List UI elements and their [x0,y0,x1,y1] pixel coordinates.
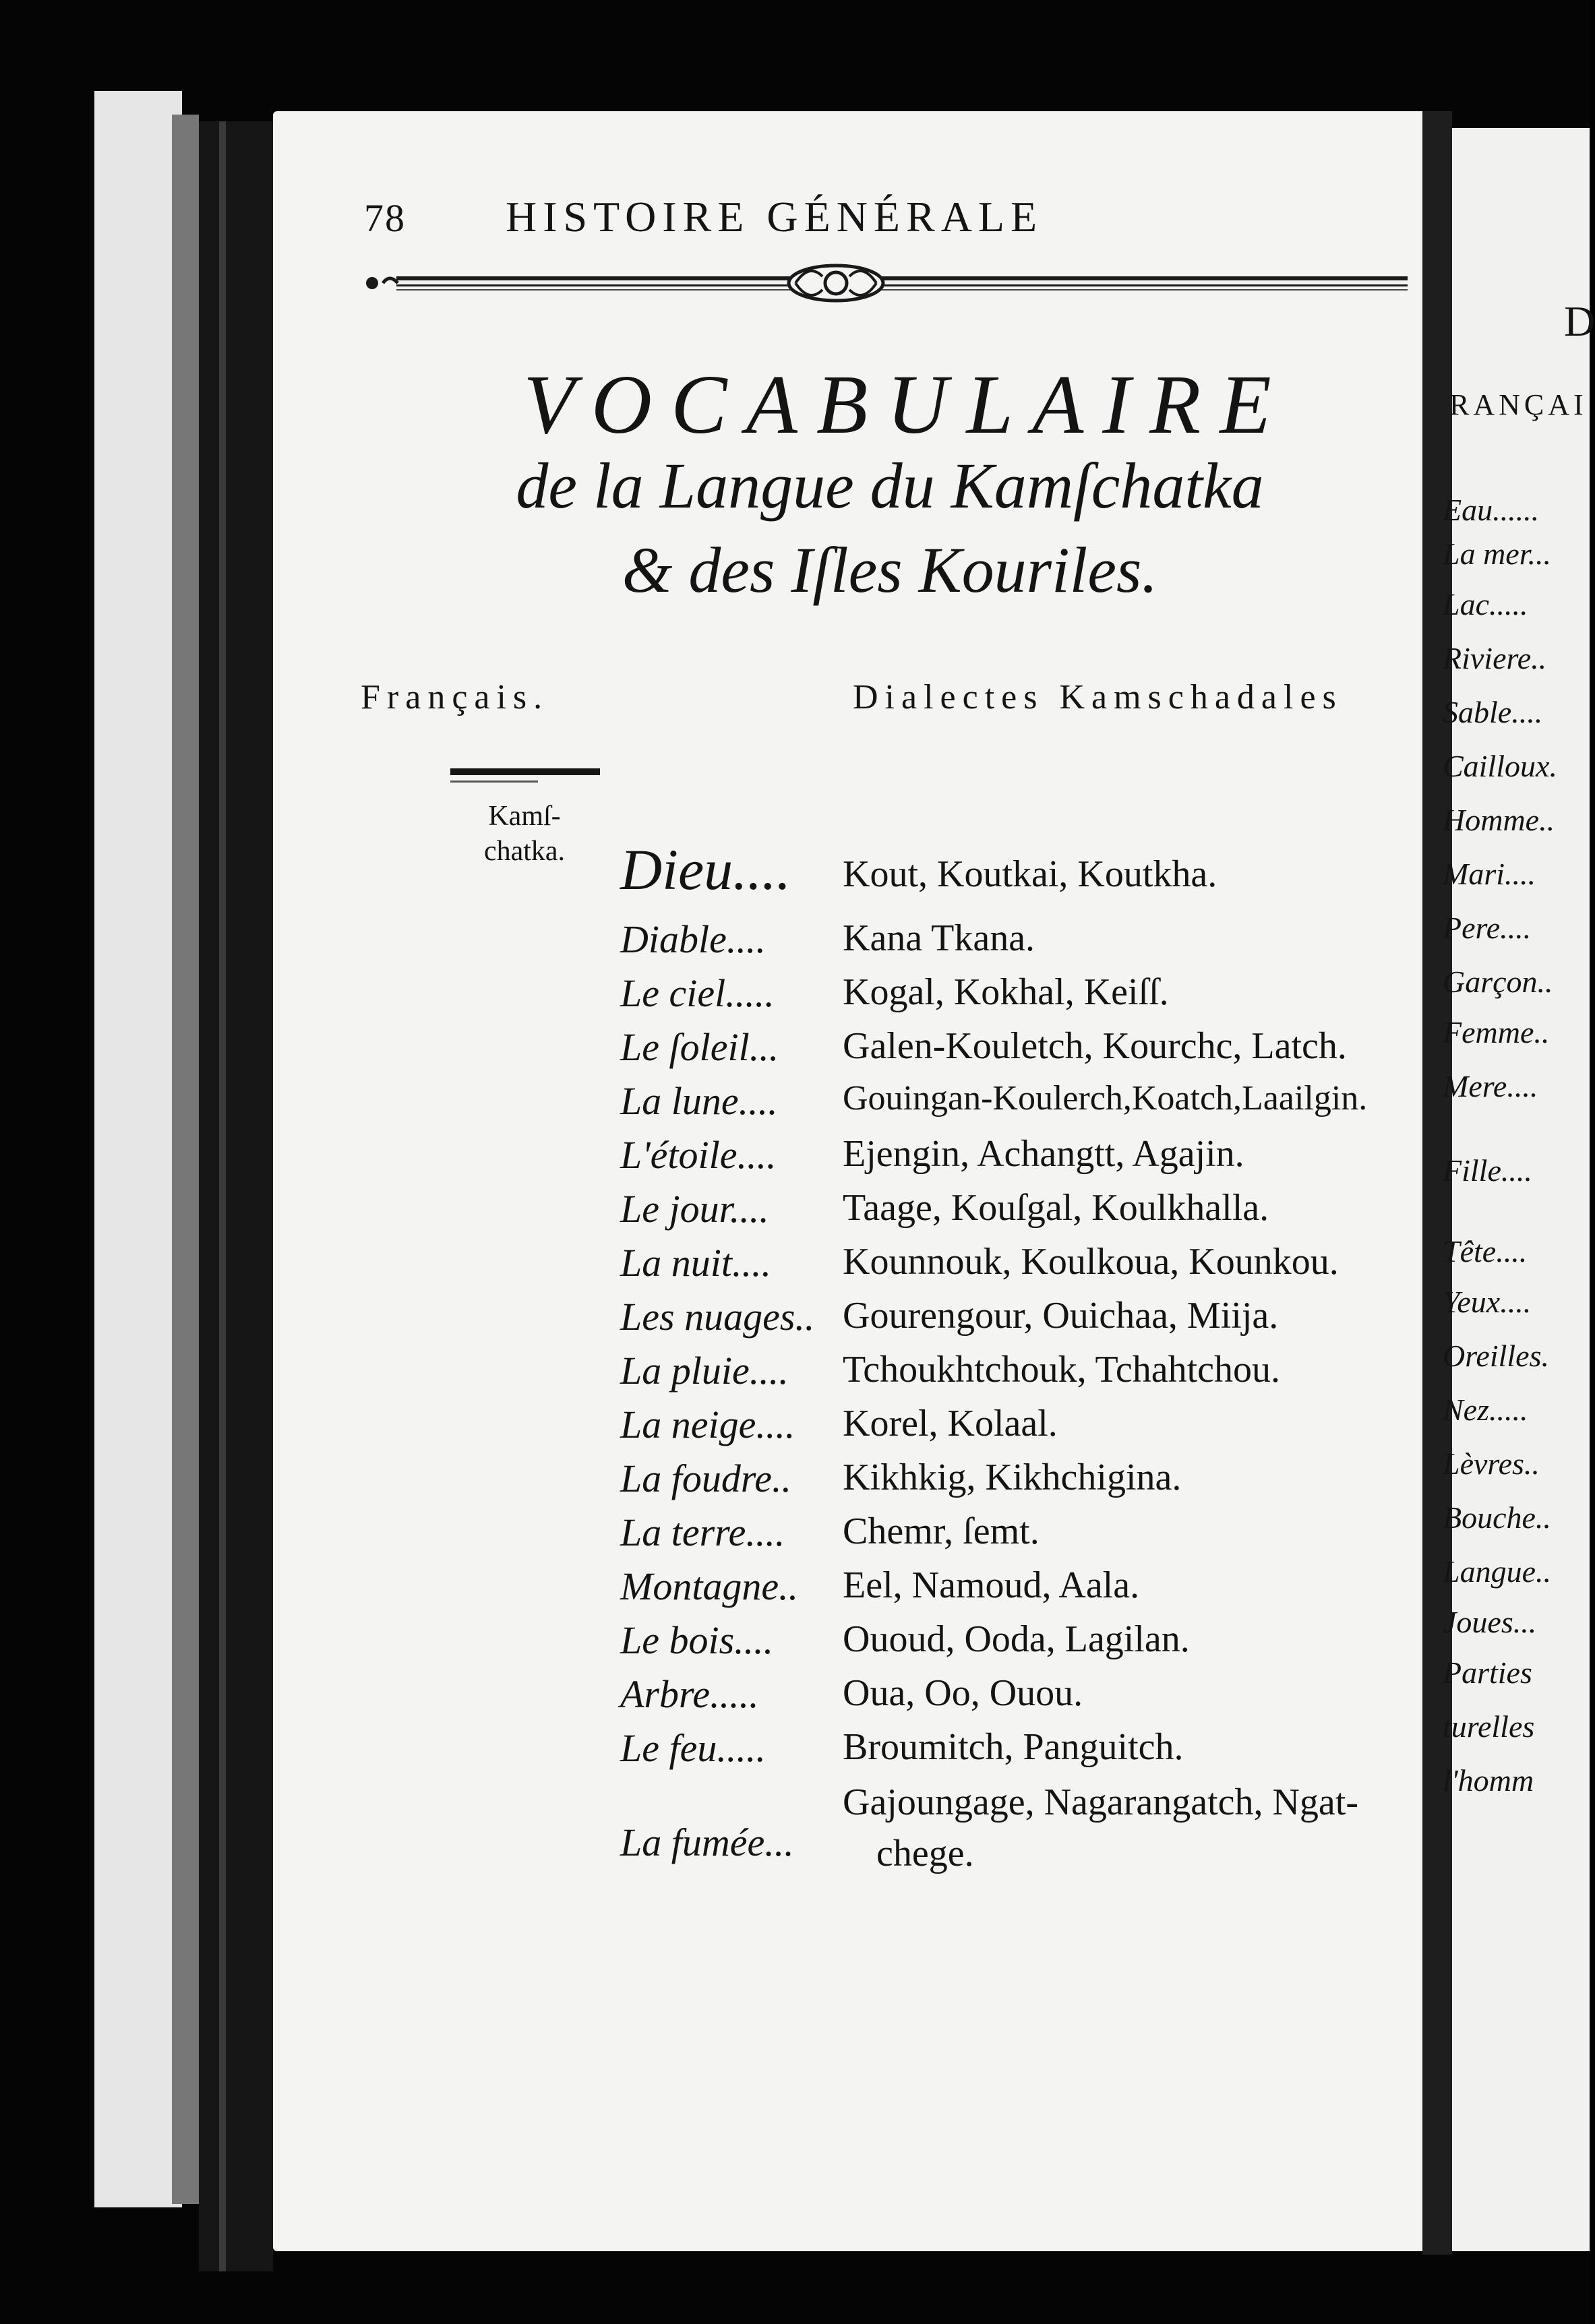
facing-page-column-header: RANÇAI [1449,388,1588,421]
kamchadal-words: Gajoungage, Nagarangatch, Ngat- [843,1781,1358,1823]
facing-word: Bouche.. [1443,1500,1551,1535]
facing-word: Femme.. [1443,1015,1550,1049]
facing-word: turelles [1443,1709,1535,1744]
vocab-entry [0,1564,1422,1618]
kamchadal-words: Gourengour, Ouichaa, Miija. [843,1295,1279,1337]
vocab-entry [0,1132,1422,1186]
title-line-2: de la Langue du Kamſchatka [516,450,1264,522]
vocab-entry [0,917,1422,971]
kamchadal-words: Oua, Oo, Ouou. [843,1672,1083,1714]
column-header-french: Français. [361,678,549,716]
kamchadal-words: Broumitch, Panguitch. [843,1726,1184,1768]
facing-word: Oreilles. [1443,1339,1549,1373]
kamchadal-words: Chemr, ſemt. [843,1510,1040,1552]
column-header-kamchadal: Dialectes Kamschadales [853,678,1343,716]
kamchadal-words: Eel, Namoud, Aala. [843,1564,1140,1606]
facing-word: Eau...... [1443,493,1540,527]
french-word: La neige.... [620,1403,795,1446]
facing-word: Yeux.... [1443,1285,1532,1319]
facing-word: Lac..... [1443,587,1528,621]
french-word: Le jour.... [620,1187,769,1231]
french-word: Le bois.... [620,1618,774,1662]
facing-page-running-head: D [1564,297,1595,345]
vocab-entry [0,1781,1422,1894]
french-word: La nuit.... [620,1241,771,1285]
french-word: Le ciel..... [620,971,775,1015]
french-word: Dieu.... [620,837,791,902]
facing-word: Parties [1443,1655,1532,1690]
french-word: Diable.... [620,917,766,961]
vocab-entry [0,1725,1422,1779]
facing-word: Nez..... [1443,1393,1528,1427]
vocab-entry [0,1294,1422,1348]
margin-note: Kamſ-chatka. [483,801,566,867]
facing-word: Riviere.. [1443,641,1547,675]
french-word: Arbre..... [620,1672,759,1716]
french-word: Le feu..... [620,1726,766,1770]
title-vocabulaire: VOCABULAIRE [523,359,1290,452]
facing-word: Sable.... [1443,695,1543,729]
facing-word: Joues... [1443,1605,1537,1639]
french-word: La fumée... [620,1821,794,1864]
kamchadal-words: Galen-Kouletch, Kourchc, Latch. [843,1025,1347,1067]
facing-word: Mari.... [1443,857,1536,891]
french-word: L'étoile.... [620,1133,777,1177]
facing-page [1452,128,1590,2251]
french-word: Montagne.. [620,1564,799,1608]
kamchadal-words: Ejengin, Achangtt, Agajin. [843,1133,1244,1175]
margin-rule-thin [450,781,538,783]
vocab-entry [0,1348,1422,1402]
kamchadal-words: Ououd, Ooda, Lagilan. [843,1618,1190,1660]
facing-word: Cailloux. [1443,749,1557,783]
facing-word: Garçon.. [1443,965,1553,999]
vocab-entry [0,1078,1422,1132]
page-number: 78 [364,196,406,240]
title-line-3: & des Iſles Kouriles. [622,534,1158,606]
facing-word: Fille.... [1443,1153,1532,1188]
vocab-entry [0,1510,1422,1564]
vocab-entry [0,1402,1422,1456]
kamchadal-words: Gouingan-Koulerch,Koatch,Laailgin. [843,1079,1368,1118]
vocab-entry [0,1240,1422,1294]
french-word: Les nuages.. [620,1295,815,1339]
french-word: La lune.... [620,1079,778,1123]
vocab-entry [0,1186,1422,1240]
facing-word: Mere.... [1443,1069,1538,1103]
kamchadal-words: Kounnouk, Koulkoua, Kounkou. [843,1241,1339,1283]
facing-word: La mer... [1443,537,1552,571]
kamchadal-words: Kikhkig, Kikhchigina. [843,1457,1182,1498]
kamchadal-words: Kout, Koutkai, Koutkha. [843,853,1217,895]
vocab-entry [0,837,1422,907]
french-word: La terre.... [620,1510,785,1554]
ornament-rule [364,263,1433,303]
vocab-entry [0,971,1422,1025]
facing-word: Lèvres.. [1443,1446,1540,1481]
margin-rule [450,768,600,775]
running-head: HISTOIRE GÉNÉRALE [506,193,1044,241]
facing-word: Pere.... [1443,911,1532,945]
facing-word: l'homm [1443,1763,1534,1798]
vocab-entry [0,1456,1422,1510]
facing-word: Langue.. [1443,1554,1551,1589]
kamchadal-words: Kana Tkana. [843,917,1035,959]
kamchadal-words: Korel, Kolaal. [843,1403,1058,1444]
facing-word: Homme.. [1443,803,1555,837]
kamchadal-words: Tchoukhtchouk, Tchahtchou. [843,1349,1280,1390]
french-word: La foudre.. [620,1457,792,1500]
vocab-entry [0,1618,1422,1672]
vocab-entry [0,1025,1422,1078]
french-word: La pluie.... [620,1349,789,1393]
kamchadal-words-continued: chege. [876,1833,974,1874]
kamchadal-words: Kogal, Kokhal, Keiſſ. [843,971,1169,1013]
facing-word: Tête.... [1443,1234,1528,1268]
kamchadal-words: Taage, Kouſgal, Koulkhalla. [843,1187,1269,1229]
vocab-entry [0,1672,1422,1725]
french-word: Le ſoleil... [620,1025,779,1069]
